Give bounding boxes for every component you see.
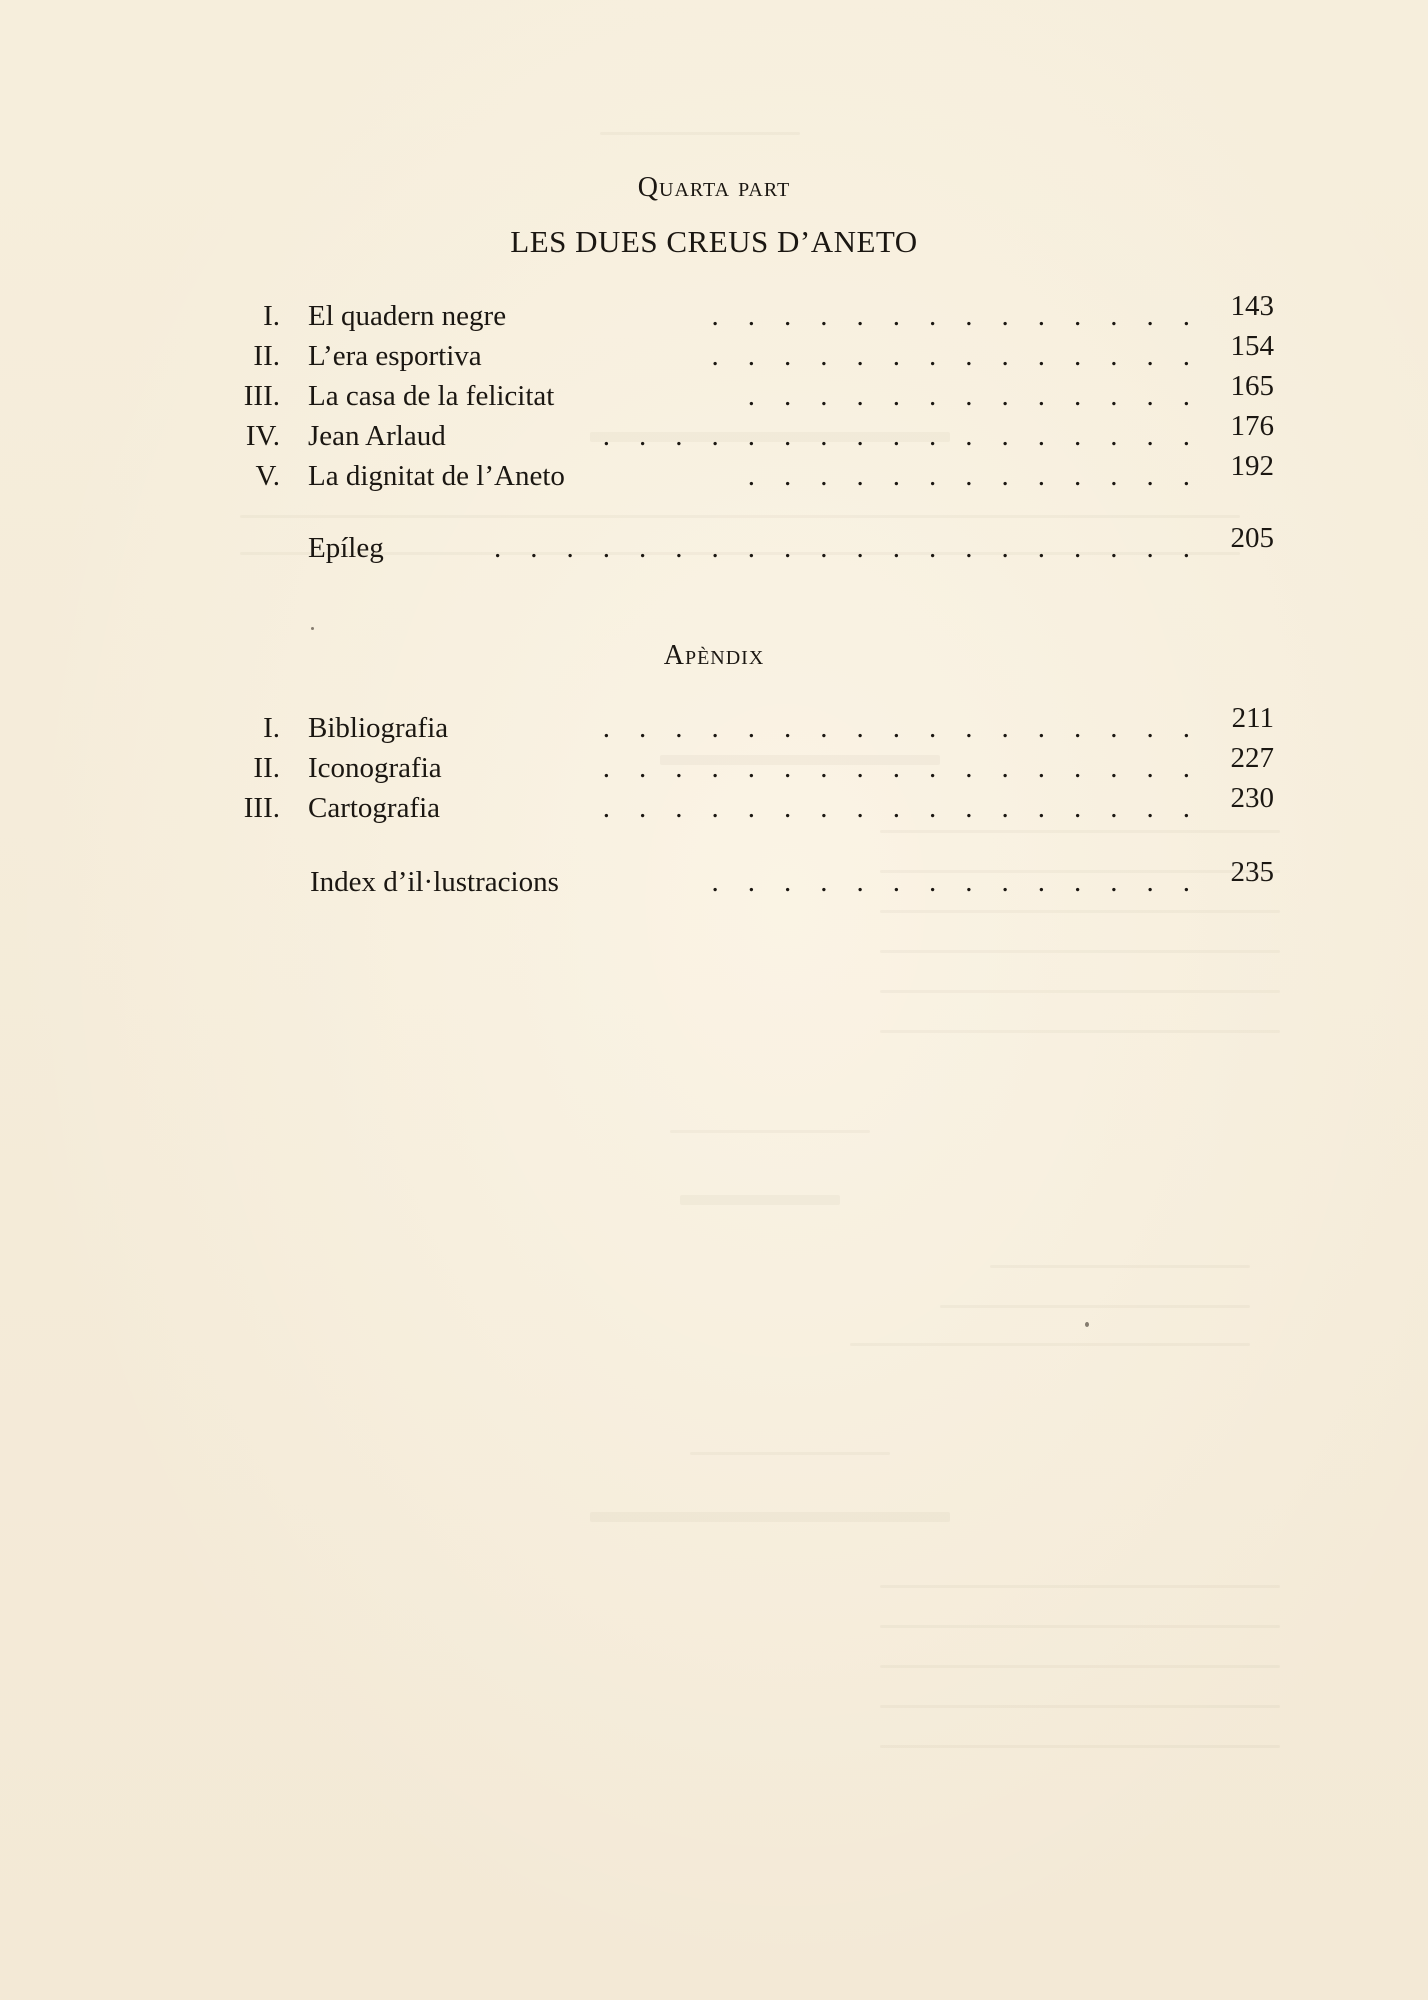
appendix-label: Apèndix xyxy=(663,640,765,671)
chapter-number: I. xyxy=(263,712,280,744)
toc-entry-epilogue[interactable] xyxy=(200,522,1280,572)
chapter-number: III. xyxy=(243,380,280,412)
toc-entry[interactable] xyxy=(200,370,1280,420)
chapter-title: La dignitat de l’Aneto xyxy=(308,460,565,492)
chapter-title: La casa de la felicitat xyxy=(308,380,555,412)
chapter-title: Bibliografia xyxy=(308,712,449,744)
dot-leader: . . . . . . . . . . . . . . . . . . . . xyxy=(494,532,1190,564)
chapter-number: II. xyxy=(253,340,280,372)
page-number: 227 xyxy=(1230,742,1274,774)
toc-entry-illustrations[interactable] xyxy=(200,856,1280,906)
page-number: 230 xyxy=(1230,782,1274,814)
ink-speck xyxy=(1085,1322,1089,1327)
dot-leader: . . . . . . . . . . . . . . . . . xyxy=(602,712,1190,744)
chapter-number: I. xyxy=(263,300,280,332)
toc-entry[interactable] xyxy=(200,290,1280,340)
toc-entry[interactable] xyxy=(200,330,1280,380)
toc-entry[interactable] xyxy=(200,702,1280,752)
toc-entry[interactable] xyxy=(200,450,1280,500)
page-number: 143 xyxy=(1230,290,1274,322)
dot-leader: . . . . . . . . . . . . . . . . . xyxy=(602,752,1190,784)
chapter-title: Iconografia xyxy=(308,752,442,784)
part-title: LES DUES CREUS D’ANETO xyxy=(510,224,918,259)
chapter-title: Cartografia xyxy=(308,792,441,824)
dot-leader: . . . . . . . . . . . . . . . . . xyxy=(602,792,1190,824)
dot-leader: . . . . . . . . . . . . . . . . . xyxy=(602,420,1190,452)
ink-speck xyxy=(311,627,314,630)
page-number: 192 xyxy=(1230,450,1274,482)
dot-leader: . . . . . . . . . . . . . xyxy=(747,460,1190,492)
part-label: Quarta part xyxy=(637,172,791,203)
chapter-title: El quadern negre xyxy=(308,300,507,332)
dot-leader: . . . . . . . . . . . . . . xyxy=(711,300,1190,332)
chapter-number: III. xyxy=(243,792,280,824)
chapter-title: L’era esportiva xyxy=(308,340,482,372)
page-number: 165 xyxy=(1230,370,1274,402)
epilogue-title: Epíleg xyxy=(308,532,384,564)
page-number: 176 xyxy=(1230,410,1274,442)
dot-leader: . . . . . . . . . . . . . xyxy=(747,380,1190,412)
dot-leader: . . . . . . . . . . . . . . xyxy=(711,340,1190,372)
illustrations-index-title: Index d’il·lustracions xyxy=(310,866,559,898)
chapter-number: IV. xyxy=(245,420,280,452)
toc-entry[interactable] xyxy=(200,782,1280,832)
chapter-title: Jean Arlaud xyxy=(308,420,446,452)
chapter-number: V. xyxy=(255,460,280,492)
chapter-number: II. xyxy=(253,752,280,784)
page-number: 154 xyxy=(1230,330,1274,362)
page-number: 205 xyxy=(1230,522,1274,554)
dot-leader: . . . . . . . . . . . . . . xyxy=(711,866,1190,898)
page-number: 211 xyxy=(1231,702,1274,734)
toc-entry[interactable] xyxy=(200,742,1280,792)
page-number: 235 xyxy=(1230,856,1274,888)
toc-entry[interactable] xyxy=(200,410,1280,460)
